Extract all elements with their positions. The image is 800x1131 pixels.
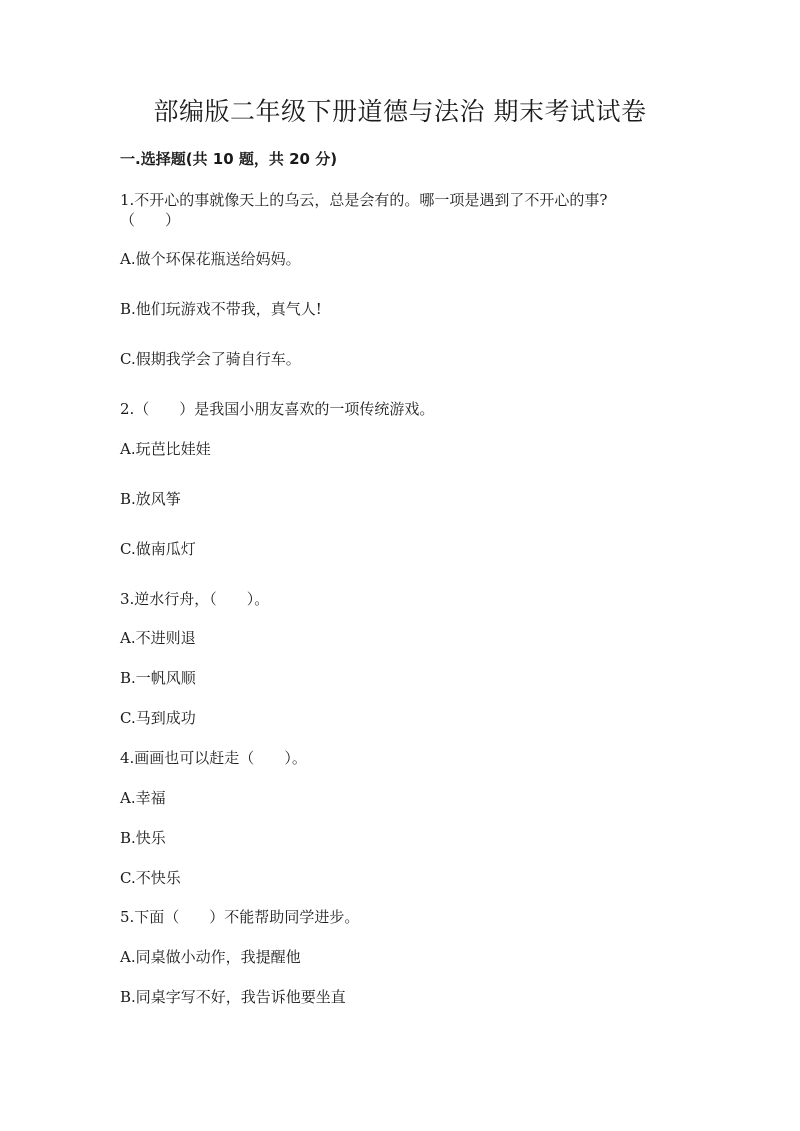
question-1-option-c: C.假期我学会了骑自行车。 (120, 350, 301, 368)
question-3-option-a: A.不进则退 (120, 629, 196, 647)
question-4-option-c: C.不快乐 (120, 869, 181, 887)
question-2-option-c: C.做南瓜灯 (120, 540, 196, 558)
question-3-option-c: C.马到成功 (120, 709, 196, 727)
question-2-stem: 2.（ ）是我国小朋友喜欢的一项传统游戏。 (120, 400, 435, 418)
question-3-option-b: B.一帆风顺 (120, 669, 196, 687)
question-1-option-b: B.他们玩游戏不带我，真气人! (120, 300, 322, 318)
question-2-option-a: A.玩芭比娃娃 (120, 440, 211, 458)
question-3-stem: 3.逆水行舟，（ ）。 (120, 590, 270, 608)
question-1-stem: 1.不开心的事就像天上的乌云，总是会有的。哪一项是遇到了不开心的事? (120, 191, 608, 209)
question-2-option-b: B.放风筝 (120, 490, 181, 508)
question-4-option-b: B.快乐 (120, 829, 166, 847)
page-title: 部编版二年级下册道德与法治 期末考试试卷 (153, 97, 647, 126)
question-1-answer-blank: （ ） (120, 211, 181, 229)
question-5-option-b: B.同桌字写不好，我告诉他要坐直 (120, 988, 346, 1006)
question-4-option-a: A.幸福 (120, 789, 166, 807)
question-1-option-a: A.做个环保花瓶送给妈妈。 (120, 250, 301, 268)
question-5-option-a: A.同桌做小动作，我提醒他 (120, 948, 301, 966)
question-4-stem: 4.画画也可以赶走（ ）。 (120, 749, 307, 767)
question-5-stem: 5.下面（ ）不能帮助同学进步。 (120, 908, 360, 926)
section-heading: 一.选择题(共 10 题，共 20 分) (120, 150, 338, 168)
